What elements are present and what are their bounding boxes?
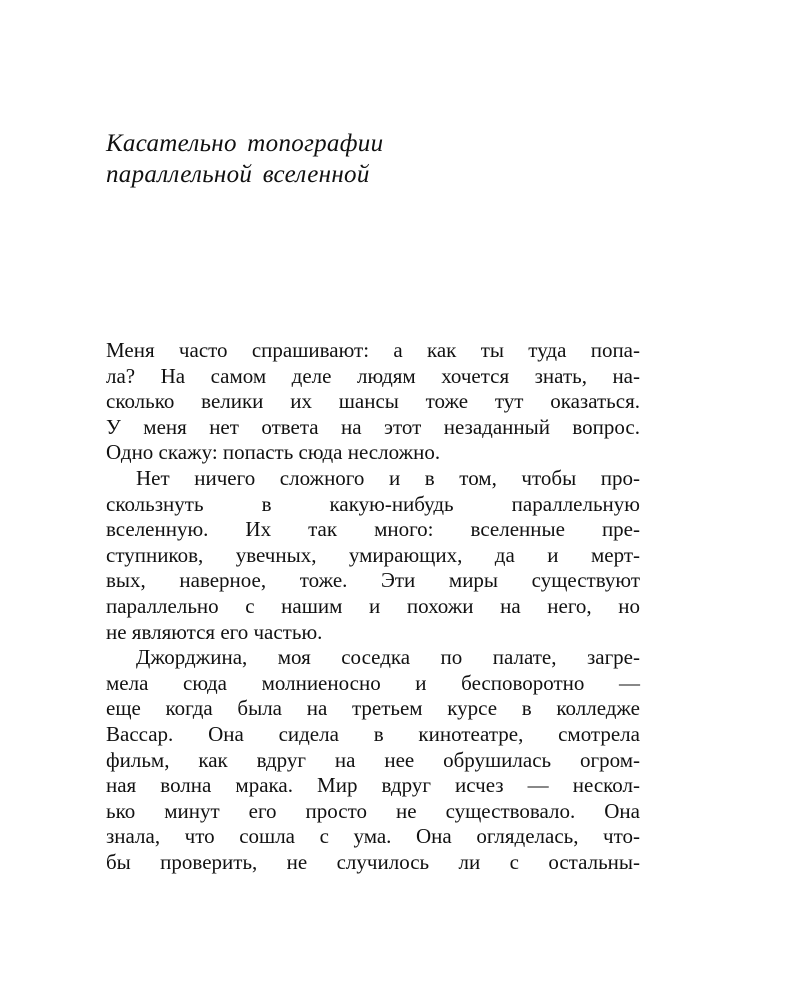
text-line: ько минут его просто не существовало. Она: [106, 798, 640, 823]
text-line: скользнуть в какую-нибудь параллельную: [106, 491, 640, 516]
text-line: знала, что сошла с ума. Она огляделась, что-: [106, 824, 640, 849]
text-line: ная волна мрака. Мир вдруг исчез — нескол-: [106, 773, 640, 798]
chapter-title-line-1: Касательно топографии: [106, 130, 384, 157]
text-line: Вассар. Она сидела в кинотеатре, смотрела: [106, 721, 640, 746]
text-line: параллельно с нашим и похожи на него, но: [106, 593, 640, 618]
chapter-title-line-2: параллельной вселенной: [106, 161, 370, 188]
text-line: Джорджина, моя соседка по палате, загре-: [136, 645, 640, 670]
text-line: ла? На самом деле людям хочется знать, на-: [106, 363, 640, 388]
text-line: вых, наверное, тоже. Эти миры существуют: [106, 568, 640, 593]
text-line: не являются его частью.: [106, 619, 323, 644]
text-line: Одно скажу: попасть сюда несложно.: [106, 440, 441, 465]
text-line: Меня часто спрашивают: а как ты туда попа-: [106, 338, 640, 362]
text-line: бы проверить, не случилось ли с остальны-: [106, 849, 640, 874]
text-line: Нет ничего сложного и в том, чтобы про-: [136, 465, 640, 490]
text-line: ступников, увечных, умирающих, да и мерт-: [106, 542, 640, 567]
text-line: фильм, как вдруг на нее обрушилась огром-: [106, 747, 640, 772]
text-line: сколько велики их шансы тоже тут оказаться.: [106, 389, 640, 414]
body-text: [106, 338, 640, 875]
text-line: вселенную. Их так много: вселенные пре-: [106, 517, 640, 542]
text-line: еще когда была на третьем курсе в колледже: [106, 696, 640, 721]
chapter-title: [106, 128, 666, 190]
text-line: У меня нет ответа на этот незаданный вопрос.: [106, 414, 640, 439]
text-line: мела сюда молниеносно и бесповоротно —: [106, 670, 640, 695]
